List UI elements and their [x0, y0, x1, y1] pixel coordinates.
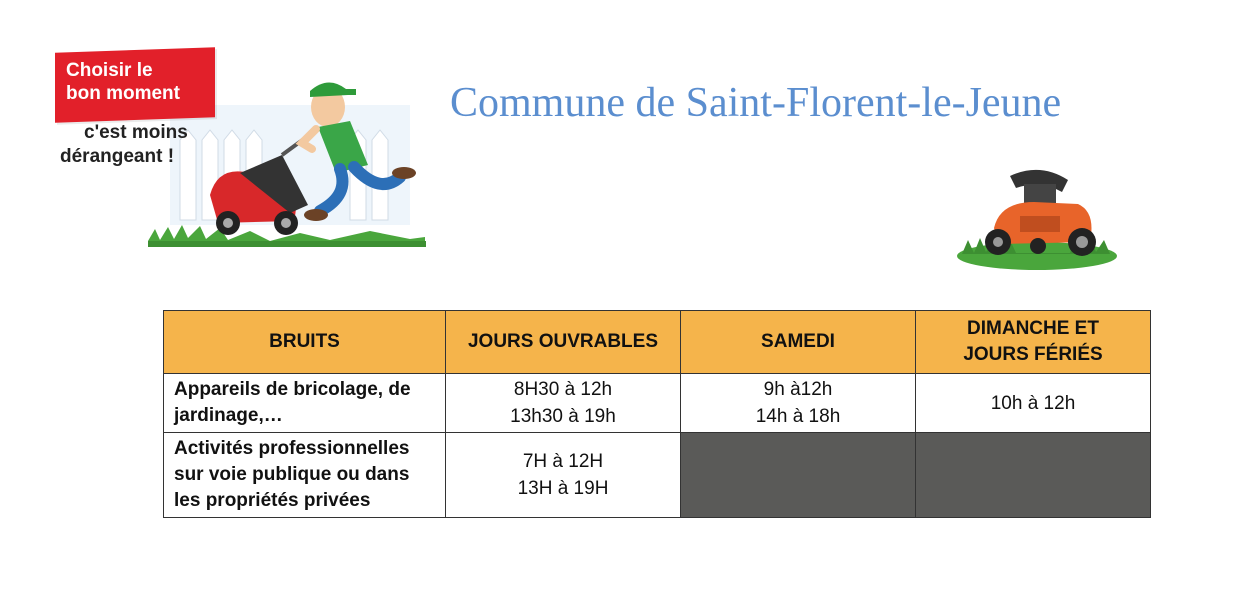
time-line: 14h à 18h — [755, 406, 841, 427]
saturday-blocked-cell — [681, 433, 916, 518]
row-label-line: jardinage,… — [174, 405, 283, 426]
header-bruits: BRUITS — [164, 311, 446, 374]
promo-illustration — [50, 45, 430, 255]
row-label-line: les propriétés privées — [174, 490, 371, 511]
sunday-blocked-cell — [916, 433, 1151, 518]
row-label-line: Appareils de bricolage, de — [174, 379, 411, 400]
page-title: Commune de Saint-Florent-le-Jeune — [450, 80, 1062, 126]
header-dimanche-line-2: JOURS FÉRIÉS — [963, 344, 1103, 365]
promo-line-2: bon moment — [66, 83, 180, 104]
header-dimanche-line-1: DIMANCHE ET — [967, 318, 1099, 339]
table-header-row — [164, 311, 1151, 374]
time-line: 7H à 12H — [522, 451, 604, 472]
weekdays-hours — [446, 433, 681, 518]
promo-line-4: dérangeant ! — [60, 146, 175, 167]
weekdays-hours — [446, 374, 681, 433]
row-label-bricolage — [164, 374, 446, 433]
header-samedi: SAMEDI — [681, 311, 916, 374]
table-row — [164, 433, 1151, 518]
table-row — [164, 374, 1151, 433]
header-jours-ouvrables: JOURS OUVRABLES — [446, 311, 681, 374]
time-line: 8H30 à 12h — [513, 379, 613, 400]
row-label-line: sur voie publique ou dans — [174, 464, 410, 485]
riding-lawn-mower-icon — [950, 158, 1125, 273]
header-dimanche-feries — [916, 311, 1151, 374]
noise-schedule-table — [163, 310, 1151, 518]
row-label-activites-pro — [164, 433, 446, 518]
saturday-hours — [681, 374, 916, 433]
sunday-hours: 10h à 12h — [916, 374, 1151, 433]
time-line: 9h à12h — [763, 379, 833, 400]
row-label-line: Activités professionnelles — [174, 438, 410, 459]
promo-line-1: Choisir le — [66, 60, 153, 81]
time-line: 13h30 à 19h — [510, 406, 616, 427]
promo-line-3: c'est moins — [84, 122, 188, 143]
time-line: 13H à 19H — [517, 478, 609, 499]
